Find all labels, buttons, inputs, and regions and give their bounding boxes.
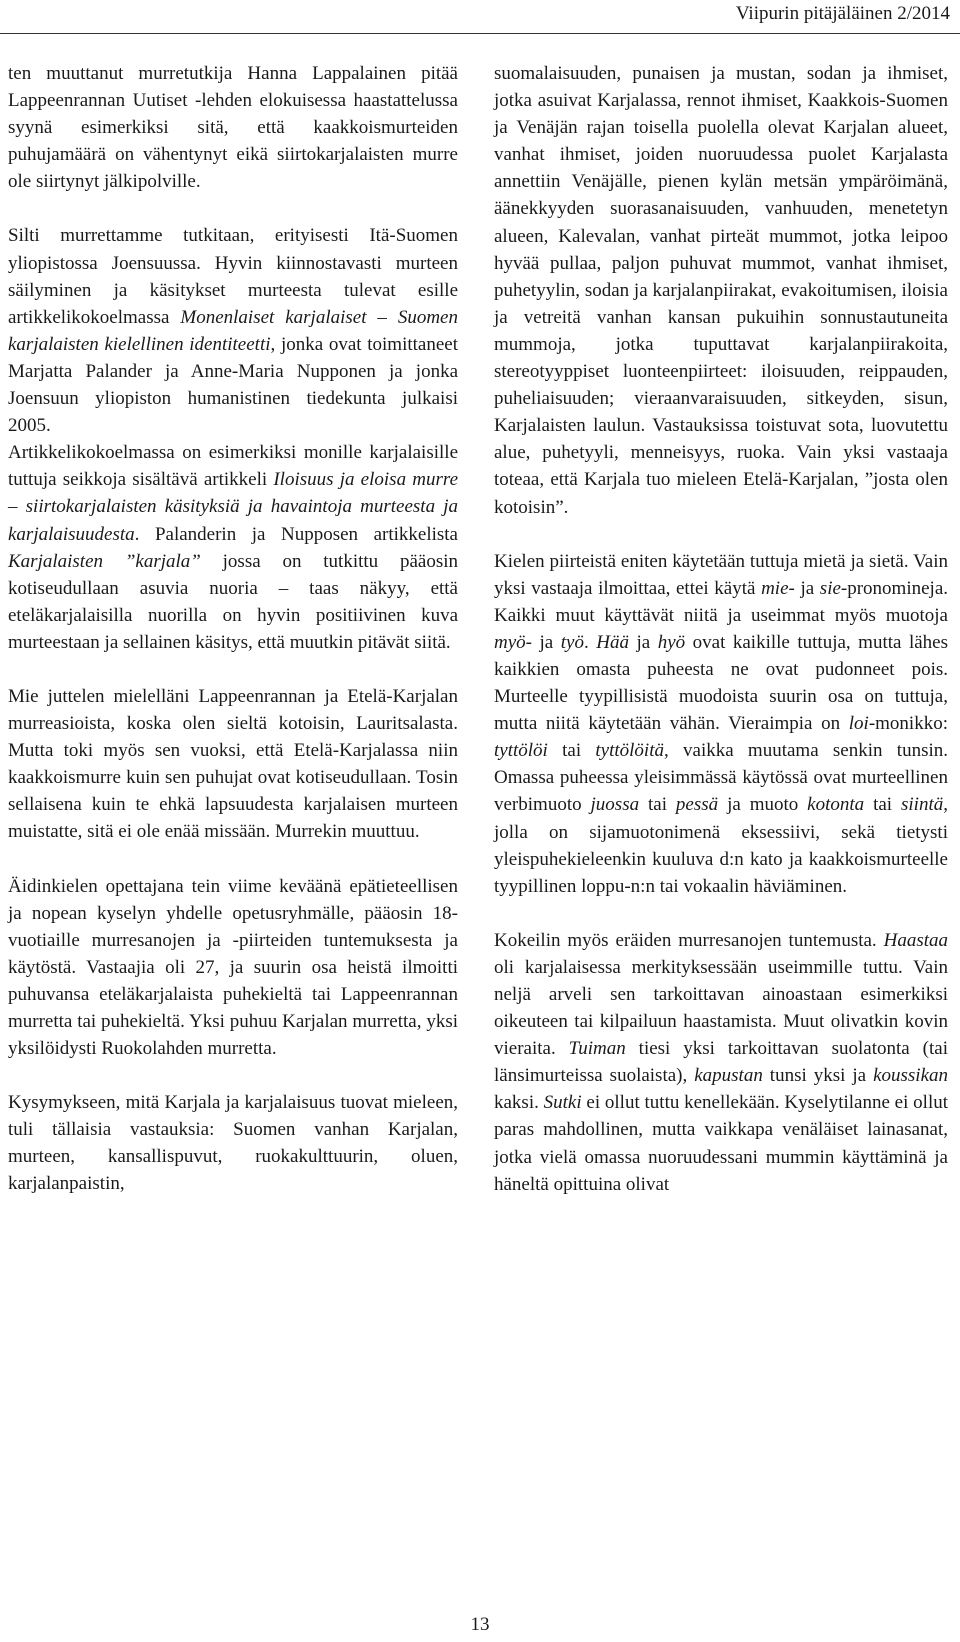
dialect-word: työ (560, 631, 584, 653)
text-run: , jolla on sijamuotonimenä eksessiivi, sekä tietysti yleispuhekieleenkin kuuluva d:n kato ja kaakkoismurteelle tyypillinen loppu-n:n tai vokaalin häviäminen. (494, 794, 948, 897)
dialect-word: kapustan (694, 1065, 763, 1087)
dialect-word: siintä (901, 794, 944, 816)
text-run: oli karjalaisessa merkityksessään useimmille tuttu. Vain neljä arveli sen tarkoittavan ainoastaan esimerkiksi oikeuteen tai kilpailuun haastamista. Muut olivatkin kovin vieraita. (494, 956, 948, 1060)
dialect-word: tyttölöi (494, 740, 548, 762)
text-run: tunsi yksi ja (762, 1065, 874, 1087)
paragraph (8, 222, 458, 439)
paragraph: Mie juttelen mielelläni Lappeenrannan ja Etelä-Karjalan murreasioista, koska olen sieltä kotoisin, Lauritsalasta. Mutta toki myös sen vuoksi, että Etelä-Karjalassa niin kaakkoismurre kuin sen puhujat ovat kotiseudullaan. Tosin sellaisena kuin te ehkä lapsuudesta karjalaisen murteen muistatte, sitä ei ole enää missään. Murrekin muuttuu. (8, 685, 458, 843)
dialect-word: tyttölöitä (595, 740, 664, 762)
paragraph: Äidinkielen opettajana tein viime keväänä epätieteellisen ja nopean kyselyn yhdelle opetusryhmälle, pääosin 18-vuotiaille murresanojen ja -piirteiden tuntemuksesta ja käytöstä. Vastaajia oli 27, ja suurin osa heistä ilmoitti puhuvansa eteläkarjalaista puhekieltä tai Lappeenrannan murretta tai puhekieltä. Yksi puhuu Karjalan murretta, yksi yksilöidysti Ruokolahden murretta. (8, 875, 458, 1060)
dialect-word: sie (819, 577, 841, 599)
article-title: Iloisuus ja eloisa murre – siirtokarjalaisten käsityksiä ja havaintoja murteesta ja karjalaisuudesta (8, 469, 458, 545)
text-run: ovat kaikille tuttuja, mutta lähes kaikkien omasta puheesta ne ovat pudonneet pois. Murteelle tyypillisistä muodoista suurin osa on tuttuja, mutta niitä käytetään vähän. Vieraimpia on (494, 631, 949, 735)
text-run: - ja (525, 631, 561, 653)
paragraph (8, 439, 458, 656)
dialect-word: kotonta (807, 794, 865, 816)
paragraph: ten muuttanut murretutkija Hanna Lappalainen pitää Lappeenrannan Uutiset -lehden elokuisessa haastattelussa syynä esimerkiksi sitä, että kaakkoismurteiden puhujamäärä on vähentynyt eikä siirtokarjalaisten murre ole siirtynyt jälkipolville. (8, 63, 458, 193)
dialect-word: Tuiman (568, 1038, 626, 1060)
text-run: ja muoto (718, 794, 808, 816)
article-title: Karjalaisten ”karjala” (8, 550, 201, 572)
text-run: -monikko: (868, 713, 948, 735)
page-header (0, 0, 960, 40)
text-run: tai (547, 740, 596, 762)
dialect-word: Hää (596, 631, 629, 653)
text-run: jossa on tutkittu pääosin kotiseudullaan asuvia nuoria – taas näkyy, että eteläkarjalaisilla nuorilla on hyvin positiivinen kuva murteestaan ja sellainen käsitys, että muutkin pitävät siitä. (8, 550, 459, 653)
dialect-word: Sutki (543, 1092, 582, 1114)
text-run: -pronomineja. Kaikki muut käyttävät niitä ja useimmat myös muotoja (494, 577, 949, 626)
book-title: Monenlaiset karjalaiset – Suomen karjalaisten kielellinen identiteetti (8, 306, 458, 355)
journal-title: Viipurin pitäjäläinen 2/2014 (735, 3, 950, 24)
dialect-word: hyö (657, 631, 686, 653)
dialect-word: mie (761, 577, 789, 599)
text-run: tiesi yksi tarkoittavan suolatonta (tai länsimurteissa suolaista), (494, 1038, 948, 1087)
paragraph: Kysymykseen, mitä Karjala ja karjalaisuus tuovat mieleen, tuli tällaisia vastauksia: Suomen vanhan Karjalan, murteen, kansallispuvut, ruokakulttuurin, oluen, karjalanpaistin, (8, 1092, 458, 1195)
text-run: Artikkelikokoelmassa on esimerkiksi monille karjalaisille tuttuja seikkoja sisältävä artikkeli (8, 442, 458, 491)
text-run: Silti murrettamme tutkitaan, erityisesti Itä-Suomen yliopistossa Joensuussa. Hyvin kiinnostavasti murteen säilyminen ja käsitykset murteesta tulevat esille artikkelikokoelmassa (8, 225, 458, 328)
dialect-word: Haastaa (883, 929, 948, 951)
left-column (8, 60, 458, 1225)
dialect-word: juossa (590, 794, 640, 816)
dialect-word: loi (848, 713, 869, 735)
dialect-word: pessä (675, 794, 719, 816)
paragraph: suomalaisuuden, punaisen ja mustan, sodan ja ihmiset, jotka asuivat Karjalassa, rennot ihmiset, Kaakkois-Suomen ja Venäjän rajan toisella puolella olevat Karjalan alueet, vanhat ihmiset, joiden nuoruudessa puolet Karjalasta annettiin Venäjälle, pienen kylän metsän ympäröimänä, äänekkyyden suorasanaisuuden, vanhuuden, menetetyn alueen, Kalevalan, vanhat pirteät mummot, jotka leipoo hyvää pullaa, paljon puhuvat mummot, vanhat ihmiset, puhetyylin, sodan ja karjalanpiirakat, evakoitumisen, iloisia ja vetreitä vanhan kansan pukuihin sonnustautuneita mummoja, jotka tuputtavat karjalanpiirakoita, stereotyyppiset luonteenpiirteet: iloisuuden, reippauden, puheliaisuuden; vieraanvaraisuuden, sitkeyden, sisun, Karjalaisten laulun. Vastauksissa toistuvat sota, luovutettu alue, puhetyyli, menneisyys, ruoka. Vain yksi vastaaja toteaa, että Karjala tuo mieleen Etelä-Karjalan, ”josta olen kotoisin”. (494, 63, 948, 518)
text-run: Kielen piirteistä eniten käytetään tuttuja mietä ja sietä. Vain yksi vastaaja ilmoittaa, ettei käytä (494, 550, 948, 599)
text-run: tai (864, 794, 901, 816)
text-run: kaksi. (494, 1092, 544, 1114)
text-run: . Palanderin ja Nupposen artikkelista (134, 523, 458, 545)
text-run: Kokeilin myös eräiden murresanojen tuntemusta. (494, 929, 884, 951)
dialect-word: koussikan (873, 1065, 948, 1087)
paragraph (494, 927, 948, 1198)
text-run: - ja (788, 577, 820, 599)
text-run: . (583, 631, 597, 653)
dialect-word: myö (494, 631, 526, 653)
text-run: ei ollut tuttu kenellekään. Kyselytilanne ei ollut paras mahdollinen, mutta vaikkapa venäläiset lainasanat, jotka vielä omassa nuoruudessani mummin käyttäminä ja häneltä opittuina olivat (494, 1092, 949, 1195)
paragraph (494, 548, 948, 900)
text-run: ja (628, 631, 658, 653)
text-run: tai (639, 794, 676, 816)
text-run: , jonka ovat toimittaneet Marjatta Palander ja Anne-Maria Nupponen ja jonka Joensuun yliopiston humanistinen tiedekunta julkaisi 2005. (8, 333, 458, 437)
header-rule (0, 33, 960, 34)
right-column (494, 60, 948, 1225)
page-number: 13 (470, 1614, 490, 1635)
text-run: , vaikka muutama senkin tunsin. Omassa puheessa yleisimmässä käytössä ovat murteellinen verbimuoto (494, 740, 948, 816)
